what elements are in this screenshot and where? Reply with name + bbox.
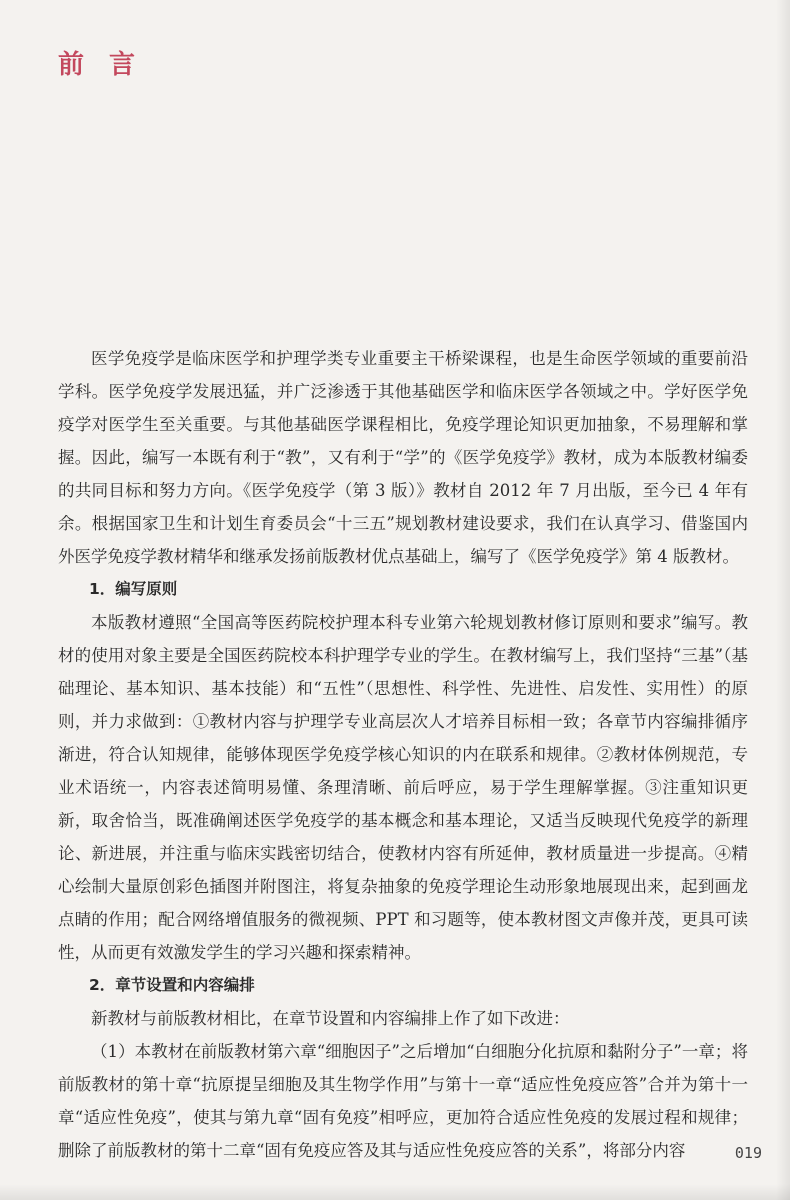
scan-bottom-shadow [0,1184,790,1200]
section-2-intro: 新教材与前版教材相比，在章节设置和内容编排上作了如下改进： [91,1009,570,1028]
body-text [58,342,748,1167]
section-2-title: 2．章节设置和内容编排 [89,976,255,994]
page-heading: 前 言 [58,50,144,80]
section-1-paragraph: 本版教材遵照“全国高等医药院校护理本科专业第六轮规划教材修订原则和要求”编写。教材的使用对象主要是全国医药院校本科护理学专业的学生。在教材编写上，我们坚持“三基”（基础理论、基本知识、基本技能）和“五性”（思想性、科学性、先进性、启发性、实用性）的原则，并力求做到：①教材内容与护理学专业高层次人才培养目标相一致；各章节内容编排循序渐进，符合认知规律，能够体现医学免疫学核心知识的内在联系和规律。②教材体例规范，专业术语统一，内容表述简明易懂、条理清晰、前后呼应，易于学生理解掌握。③注重知识更新，取舍恰当，既准确阐述医学免疫学的基本概念和基本理论，又适当反映现代免疫学的新理论、新进展，并注重与临床实践密切结合，使教材内容有所延伸，教材质量进一步提高。④精心绘制大量原创彩色插图并附图注，将复杂抽象的免疫学理论生动形象地展现出来，起到画龙点睛的作用；配合网络增值服务的微视频、PPT 和习题等，使本教材图文声像并茂，更具可读性，从而更有效激发学生的学习兴趣和探索精神。 [58,613,748,962]
intro-paragraph: 医学免疫学是临床医学和护理学类专业重要主干桥梁课程，也是生命医学领域的重要前沿学科。医学免疫学发展迅猛，并广泛渗透于其他基础医学和临床医学各领域之中。学好医学免疫学对医学生至关重要。与其他基础医学课程相比，免疫学理论知识更加抽象，不易理解和掌握。因此，编写一本既有利于“教”，又有利于“学”的《医学免疫学》教材，成为本版教材编委的共同目标和努力方向。《医学免疫学（第 3 版）》教材自 2012 年 7 月出版，至今已 4 年有余。根据国家卫生和计划生育委员会“十三五”规划教材建设要求，我们在认真学习、借鉴国内外医学免疫学教材精华和继承发扬前版教材优点基础上，编写了《医学免疫学》第 4 版教材。 [58,349,748,566]
page-number: 019 [734,1144,762,1162]
section-2-item-1: （1）本教材在前版教材第六章“细胞因子”之后增加“白细胞分化抗原和黏附分子”一章；将前版教材的第十章“抗原提呈细胞及其生物学作用”与第十一章“适应性免疫应答”合并为第十一章“适应性免疫”，使其与第九章“固有免疫”相呼应，更加符合适应性免疫的发展过程和规律；删除了前版教材的第十二章“固有免疫应答及其与适应性免疫应答的关系”，将部分内容 [58,1042,748,1160]
section-1-title: 1．编写原则 [89,580,178,598]
scan-edge-shadow [776,0,790,1200]
